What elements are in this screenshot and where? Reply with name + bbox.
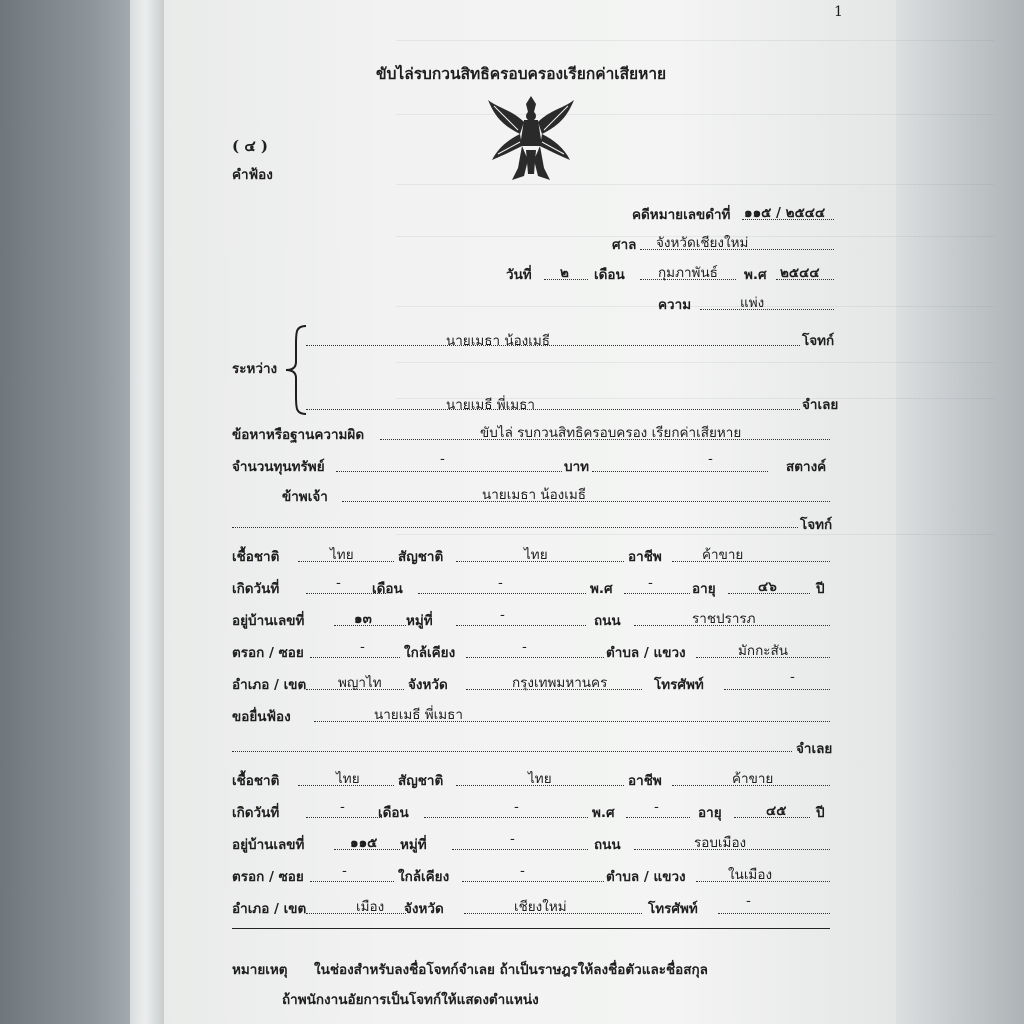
dotted-fill-line: [310, 881, 394, 882]
defendant-age-label: อายุ: [698, 805, 722, 821]
note-line-1: ในช่องสำหรับลงชื่อโจทก์จำเลย ถ้าเป็นราษฎรให้ลงชื่อตัวและชื่อสกุล: [314, 962, 708, 978]
dotted-fill-line: [696, 881, 830, 882]
year-label: พ.ศ: [744, 267, 767, 283]
defendant-district: เมือง: [356, 899, 385, 915]
dotted-fill-line: [342, 501, 830, 502]
dotted-fill-line: [696, 657, 830, 658]
defendant-nationality-label: สัญชาติ: [398, 773, 444, 789]
dotted-fill-line: [672, 561, 830, 562]
plaintiff-age-label: อายุ: [692, 581, 716, 597]
defendant-house-label: อยู่บ้านเลขที่: [232, 837, 305, 853]
dotted-fill-line: [314, 721, 830, 722]
defendant-subdistrict-label: ตำบล / แขวง: [606, 869, 686, 885]
plaintiff-block-role: โจทก์: [800, 517, 833, 533]
footer-divider: [232, 928, 830, 929]
form-number: ( ๔ ): [232, 137, 268, 155]
defendant-phone: -: [746, 893, 751, 909]
defendant-block-role: จำเลย: [796, 741, 833, 757]
matter-value: แพ่ง: [740, 295, 765, 311]
dotted-fill-line: [334, 849, 400, 850]
defendant-road-label: ถนน: [594, 837, 621, 853]
plaintiff-soi-label: ตรอก / ซอย: [232, 645, 304, 661]
dotted-fill-line: [456, 785, 624, 786]
dotted-fill-line: [640, 249, 834, 250]
defendant-nationality: ไทย: [528, 771, 552, 787]
charge-value: ขับไล่ รบกวนสิทธิครอบครอง เรียกค่าเสียหาย: [480, 425, 742, 441]
dotted-fill-line: [380, 439, 830, 440]
dotted-fill-line: [776, 279, 834, 280]
dotted-fill-line: [452, 849, 588, 850]
dotted-fill-line: [634, 849, 830, 850]
defendant-occupation: ค้าขาย: [732, 771, 774, 787]
dotted-fill-line: [456, 561, 624, 562]
defendant-near-label: ใกล้เคียง: [398, 869, 450, 885]
defendant-province: เชียงใหม่: [514, 899, 567, 915]
defendant-born-month: -: [514, 799, 519, 815]
case-number: ๑๑๕ / ๒๕๔๔: [744, 205, 826, 221]
dotted-fill-line: [306, 345, 800, 346]
dotted-fill-line: [462, 881, 604, 882]
plaintiff-subdistrict: มักกะสัน: [738, 643, 788, 659]
defendant-subdistrict: ในเมือง: [728, 867, 773, 883]
defendant-occupation-label: อาชีพ: [628, 773, 662, 789]
plaintiff-moo-label: หมู่ที่: [406, 613, 433, 629]
date-day: ๒: [560, 265, 569, 281]
plaintiff-name: นายเมธา น้องเมธี: [446, 333, 551, 349]
bleed-through-line: [396, 362, 994, 363]
defendant-soi-label: ตรอก / ซอย: [232, 869, 304, 885]
dotted-fill-line: [456, 625, 586, 626]
defendant-born-label: เกิดวันที่: [232, 805, 280, 821]
bleed-through-line: [396, 40, 994, 41]
plaintiff-phone: -: [790, 669, 795, 685]
date-label: วันที่: [506, 267, 532, 283]
plaintiff-road-label: ถนน: [594, 613, 621, 629]
note-line-2: ถ้าพนักงานอัยการเป็นโจทก์ให้แสดงตำแหน่ง: [282, 992, 539, 1008]
amount-satang-label: สตางค์: [786, 459, 827, 475]
defendant-born-year: -: [654, 799, 659, 815]
dotted-fill-line: [544, 279, 588, 280]
charge-label: ข้อหาหรือฐานความผิด: [232, 427, 365, 443]
defendant-moo-label: หมู่ที่: [400, 837, 427, 853]
plaintiff-nationality-label: สัญชาติ: [398, 549, 444, 565]
plaintiff-nationality: ไทย: [524, 547, 548, 563]
defendant-race-label: เชื้อชาติ: [232, 773, 280, 789]
background-right: [896, 0, 1024, 1024]
dotted-fill-line: [306, 913, 406, 914]
month-label: เดือน: [594, 267, 625, 283]
dotted-fill-line: [672, 785, 830, 786]
plaintiff-subdistrict-label: ตำบล / แขวง: [606, 645, 686, 661]
plaintiff-soi: -: [360, 639, 365, 655]
plaintiff-born-year: -: [648, 575, 653, 591]
defendant-name: นายเมธี พี่เมธา: [446, 397, 535, 413]
plaintiff-moo: -: [500, 607, 505, 623]
dotted-fill-line: [336, 471, 562, 472]
dotted-fill-line: [334, 625, 406, 626]
defendant-year-label: พ.ศ: [592, 805, 615, 821]
court-label: ศาล: [612, 237, 637, 253]
document-title: ขับไล่รบกวนสิทธิครอบครองเรียกค่าเสียหาย: [376, 65, 667, 83]
plaintiff-age-unit: ปี: [816, 581, 825, 597]
dotted-fill-line: [424, 817, 588, 818]
dotted-fill-line: [626, 817, 690, 818]
plaintiff-i-label: ข้าพเจ้า: [282, 489, 328, 505]
court-value: จังหวัดเชียงใหม่: [656, 235, 749, 251]
defendant-province-label: จังหวัด: [404, 901, 444, 917]
between-label: ระหว่าง: [232, 361, 278, 377]
plaintiff-district: พญาไท: [338, 675, 382, 691]
plaintiff-occupation: ค้าขาย: [702, 547, 744, 563]
dotted-fill-line: [734, 817, 810, 818]
amount-label: จำนวนทุนทรัพย์: [232, 459, 325, 475]
plaintiff-near-label: ใกล้เคียง: [404, 645, 456, 661]
plaintiff-province-label: จังหวัด: [408, 677, 448, 693]
dotted-fill-line: [640, 279, 736, 280]
plaintiff-district-label: อำเภอ / เขต: [232, 677, 307, 693]
dotted-fill-line: [306, 409, 800, 410]
plaintiff-province: กรุงเทพมหานคร: [512, 675, 608, 691]
defendant-soi: -: [342, 863, 347, 879]
dotted-fill-line: [624, 593, 690, 594]
plaintiff-born-month: -: [498, 575, 503, 591]
page-number: 1: [834, 4, 843, 20]
dotted-fill-line: [724, 689, 830, 690]
dotted-fill-line: [464, 913, 642, 914]
bleed-through-line: [396, 534, 994, 535]
book-spine-edge: [130, 0, 164, 1024]
defendant-district-label: อำเภอ / เขต: [232, 901, 307, 917]
plaintiff-born-day: -: [336, 575, 341, 591]
amount-baht-label: บาท: [564, 459, 590, 475]
plaintiff-race: ไทย: [330, 547, 354, 563]
plaintiff-house-label: อยู่บ้านเลขที่: [232, 613, 305, 629]
dotted-fill-line: [466, 657, 604, 658]
defendant-block-name: นายเมธี พี่เมธา: [374, 707, 463, 723]
dotted-fill-line: [592, 471, 768, 472]
plaintiff-role: โจทก์: [802, 333, 835, 349]
sue-label: ขอยื่นฟ้อง: [232, 709, 291, 725]
plaintiff-house-no: ๑๓: [354, 611, 372, 627]
defendant-moo: -: [510, 831, 515, 847]
brace-icon: [284, 324, 310, 416]
dotted-fill-line: [718, 913, 830, 914]
defendant-age-unit: ปี: [816, 805, 825, 821]
plaintiff-race-label: เชื้อชาติ: [232, 549, 280, 565]
garuda-emblem-icon: [484, 90, 578, 190]
dotted-fill-line: [232, 751, 792, 752]
dotted-fill-line: [634, 625, 830, 626]
background-left: [0, 0, 130, 1024]
dotted-fill-line: [298, 785, 394, 786]
defendant-born-day: -: [340, 799, 345, 815]
defendant-road: รอบเมือง: [694, 835, 747, 851]
dotted-fill-line: [306, 817, 382, 818]
plaintiff-month-label: เดือน: [372, 581, 403, 597]
defendant-near: -: [520, 863, 525, 879]
amount-satang-value: -: [708, 451, 713, 467]
matter-label: ความ: [658, 297, 692, 313]
plaintiff-year-label: พ.ศ: [590, 581, 613, 597]
dotted-fill-line: [306, 689, 404, 690]
plaintiff-block-name: นายเมธา น้องเมธี: [482, 487, 587, 503]
defendant-house-no: ๑๑๕: [350, 835, 378, 851]
dotted-fill-line: [742, 219, 834, 220]
dotted-fill-line: [700, 309, 834, 310]
dotted-fill-line: [310, 657, 400, 658]
dotted-fill-line: [728, 593, 810, 594]
plaintiff-age: ๔๖: [758, 579, 777, 595]
plaintiff-near: -: [522, 639, 527, 655]
defendant-race: ไทย: [336, 771, 360, 787]
date-year: ๒๕๔๔: [780, 265, 820, 281]
form-type: คำฟ้อง: [232, 167, 273, 183]
dotted-fill-line: [418, 593, 586, 594]
defendant-role: จำเลย: [802, 397, 839, 413]
dotted-fill-line: [466, 689, 642, 690]
defendant-month-label: เดือน: [378, 805, 409, 821]
defendant-phone-label: โทรศัพท์: [648, 901, 698, 917]
plaintiff-road: ราชปรารภ: [692, 611, 756, 627]
defendant-age: ๔๕: [766, 803, 787, 819]
dotted-fill-line: [298, 561, 394, 562]
dotted-fill-line: [232, 527, 798, 528]
bleed-through-line: [396, 306, 994, 307]
plaintiff-occupation-label: อาชีพ: [628, 549, 662, 565]
date-month: กุมภาพันธ์: [658, 265, 718, 281]
plaintiff-born-label: เกิดวันที่: [232, 581, 280, 597]
plaintiff-phone-label: โทรศัพท์: [654, 677, 704, 693]
note-label: หมายเหตุ: [232, 962, 288, 978]
amount-baht-value: -: [440, 451, 445, 467]
case-number-label: คดีหมายเลขดำที่: [632, 207, 731, 223]
